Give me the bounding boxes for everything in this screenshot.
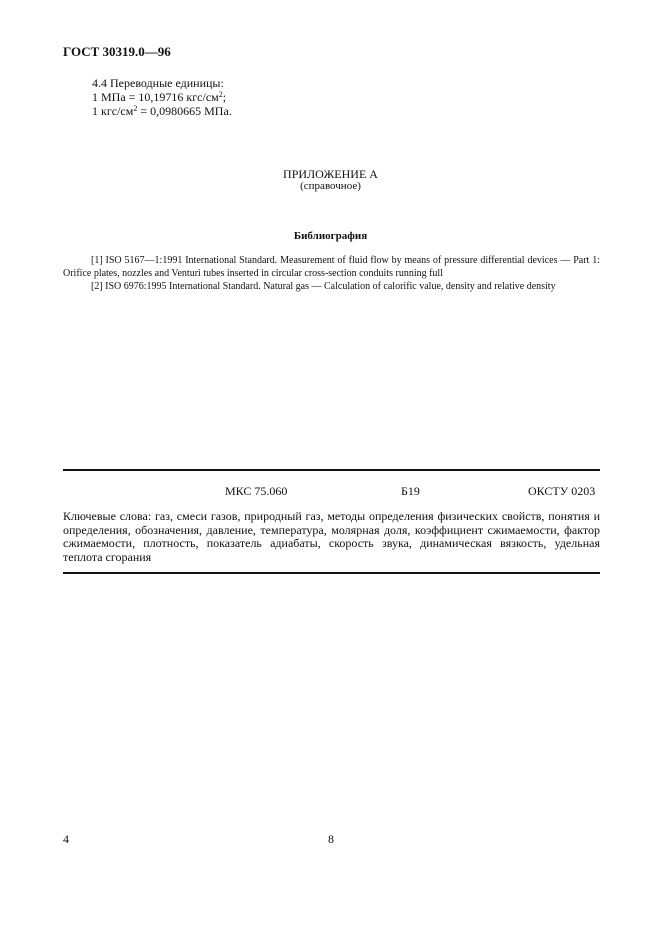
bibliography-ref: [1] ISO 5167—1:1991 International Standard. Measurement of fluid flow by means of pressure differential devices — Part 1: Orifice plates, nozzles and Venturi tubes inserted in circular cross-section conduits running full — [63, 255, 600, 279]
keywords: Ключевые слова: газ, смеси газов, природный газ, методы определения физических свойств, понятия и определения, обозначения, давление, температура, молярная доля, коэффициент сжимаемости, фактор сжимаемости, плотность, показатель адиабаты, скорость звука, динамическая вязкость, удельная теплота сгорания — [63, 509, 600, 564]
bottom-divider — [63, 572, 600, 574]
document-code: ГОСТ 30319.0—96 — [63, 44, 171, 59]
units-heading: 4.4 Переводные единицы: — [92, 76, 224, 90]
page-number-center: 8 — [328, 832, 334, 846]
appendix-subtitle: (справочное) — [300, 180, 361, 192]
units-line-1: 1 МПа = 10,19716 кгс/$см^2$; — [92, 90, 227, 104]
units-line-2: 1 кгс/$см^2 = 0,0980665$ МПа. — [92, 104, 232, 118]
bibliography-title: Библиография — [293, 230, 368, 242]
page-number-left: 4 — [63, 832, 69, 846]
bibliography-list — [63, 254, 600, 293]
appendix-title: ПРИЛОЖЕНИЕ А — [283, 167, 378, 181]
top-divider — [63, 469, 600, 471]
okstu-code: ОКСТУ 0203 — [528, 484, 596, 498]
bibliography-ref: [2] ISO 6976:1995 International Standard. Natural gas — Calculation of calorific value, density and relative density — [91, 281, 556, 292]
conversion-units — [92, 76, 232, 118]
mks-code: МКС 75.060 — [225, 484, 288, 498]
group-code: Б19 — [401, 484, 420, 498]
